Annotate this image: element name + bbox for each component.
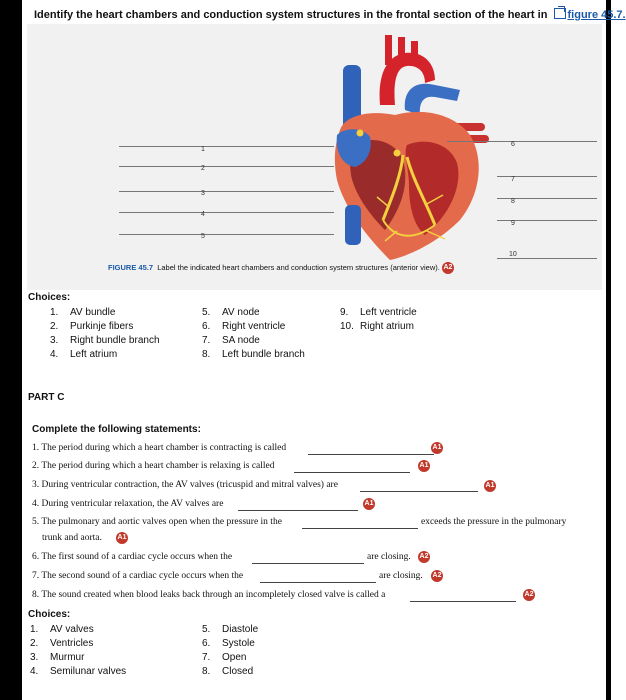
statement-4: 4. During ventricular relaxation, the AV valves are: [32, 499, 224, 509]
label-line-5: [119, 234, 334, 235]
choice-item: 2. Ventricles: [30, 638, 94, 649]
figure-number: FIGURE 45.7: [108, 262, 154, 272]
choice-item: 5. AV node: [202, 307, 260, 318]
figure-caption-text: Label the indicated heart chambers and conduction system structures (anterior view).: [157, 262, 440, 272]
statement-7-end: are closing.: [379, 571, 423, 581]
label-number: 8: [511, 198, 515, 205]
label-line-4: [119, 212, 334, 213]
a1-badge-icon[interactable]: A1: [418, 460, 430, 472]
answer-blank-2[interactable]: [294, 472, 410, 473]
label-number: 3: [201, 190, 205, 197]
figure-link[interactable]: figure 45.7.: [567, 9, 626, 21]
a1-badge-icon[interactable]: A1: [116, 532, 128, 544]
label-number: 6: [511, 141, 515, 148]
statements-title: Complete the following statements:: [32, 424, 201, 435]
label-number: 10: [509, 251, 517, 258]
figure-caption: [108, 262, 454, 274]
choice-item: 9. Left ventricle: [340, 307, 417, 318]
part-heading: PART C: [28, 392, 65, 403]
choice-item: 3. Murmur: [30, 652, 85, 663]
a1-badge-icon[interactable]: A1: [431, 442, 443, 454]
choices-title: Choices:: [28, 292, 71, 303]
choice-item: 6. Systole: [202, 638, 255, 649]
instruction-text: Identify the heart chambers and conduction system structures in the frontal section of the heart in: [34, 9, 548, 21]
answer-blank-7[interactable]: [260, 582, 376, 583]
label-number: 7: [511, 176, 515, 183]
heart-illustration: [285, 35, 510, 260]
statement-5: 5. The pulmonary and aortic valves open when the pressure in the: [32, 517, 282, 527]
label-line-2: [119, 166, 334, 167]
a2-badge-icon[interactable]: A2: [523, 589, 535, 601]
statement-1: 1. The period during which a heart chamber is contracting is called: [32, 443, 287, 453]
choice-item: 5. Diastole: [202, 624, 259, 635]
answer-blank-4[interactable]: [238, 510, 358, 511]
choice-item: 7. Open: [202, 652, 247, 663]
choice-item: 6. Right ventricle: [202, 321, 286, 332]
right-border: [606, 0, 611, 700]
statement-8: 8. The sound created when blood leaks back through an incompletely closed valve is called a: [32, 590, 386, 600]
choice-item: 1. AV bundle: [50, 307, 116, 318]
answer-blank-8[interactable]: [410, 601, 516, 602]
choice-item: 8. Closed: [202, 666, 254, 677]
label-line-1: [119, 146, 334, 147]
label-number: 2: [201, 165, 205, 172]
a1-badge-icon[interactable]: A1: [484, 480, 496, 492]
label-line-6: [447, 141, 597, 142]
choice-item: 7. SA node: [202, 335, 260, 346]
statement-6: 6. The first sound of a cardiac cycle occurs when the: [32, 552, 233, 562]
choice-item: 4. Left atrium: [50, 349, 118, 360]
left-border: [0, 0, 22, 700]
label-line-3: [119, 191, 334, 192]
a2-badge-icon[interactable]: A2: [418, 551, 430, 563]
worksheet: [22, 0, 626, 700]
choice-item: 1. AV valves: [30, 624, 94, 635]
choice-item: 3. Right bundle branch: [50, 335, 160, 346]
label-line-10: [497, 258, 597, 259]
label-number: 4: [201, 211, 205, 218]
statement-6-end: are closing.: [367, 552, 411, 562]
choice-item: 8. Left bundle branch: [202, 349, 305, 360]
choice-item: 4. Semilunar valves: [30, 666, 127, 677]
label-number: 5: [201, 233, 205, 240]
a2-badge-icon[interactable]: A2: [442, 262, 454, 274]
answer-blank-5[interactable]: [302, 528, 418, 529]
statement-5-end: trunk and aorta.: [42, 533, 102, 543]
answer-blank-1[interactable]: [308, 454, 434, 455]
choice-item: 10. Right atrium: [340, 321, 414, 332]
statement-2: 2. The period during which a heart chamber is relaxing is called: [32, 461, 275, 471]
statement-3: 3. During ventricular contraction, the AV valves (tricuspid and mitral valves) are: [32, 480, 338, 490]
statement-7: 7. The second sound of a cardiac cycle occurs when the: [32, 571, 244, 581]
statement-5-cont: exceeds the pressure in the pulmonary: [421, 517, 567, 527]
external-link-icon[interactable]: [554, 8, 566, 19]
answer-blank-3[interactable]: [360, 491, 478, 492]
figure-panel: [27, 24, 602, 290]
answer-blank-6[interactable]: [252, 563, 364, 564]
a1-badge-icon[interactable]: A1: [363, 498, 375, 510]
a2-badge-icon[interactable]: A2: [431, 570, 443, 582]
instruction: [34, 8, 626, 21]
choices-title: Choices:: [28, 609, 71, 620]
label-number: 9: [511, 220, 515, 227]
choice-item: 2. Purkinje fibers: [50, 321, 134, 332]
label-number: 1: [201, 146, 205, 153]
